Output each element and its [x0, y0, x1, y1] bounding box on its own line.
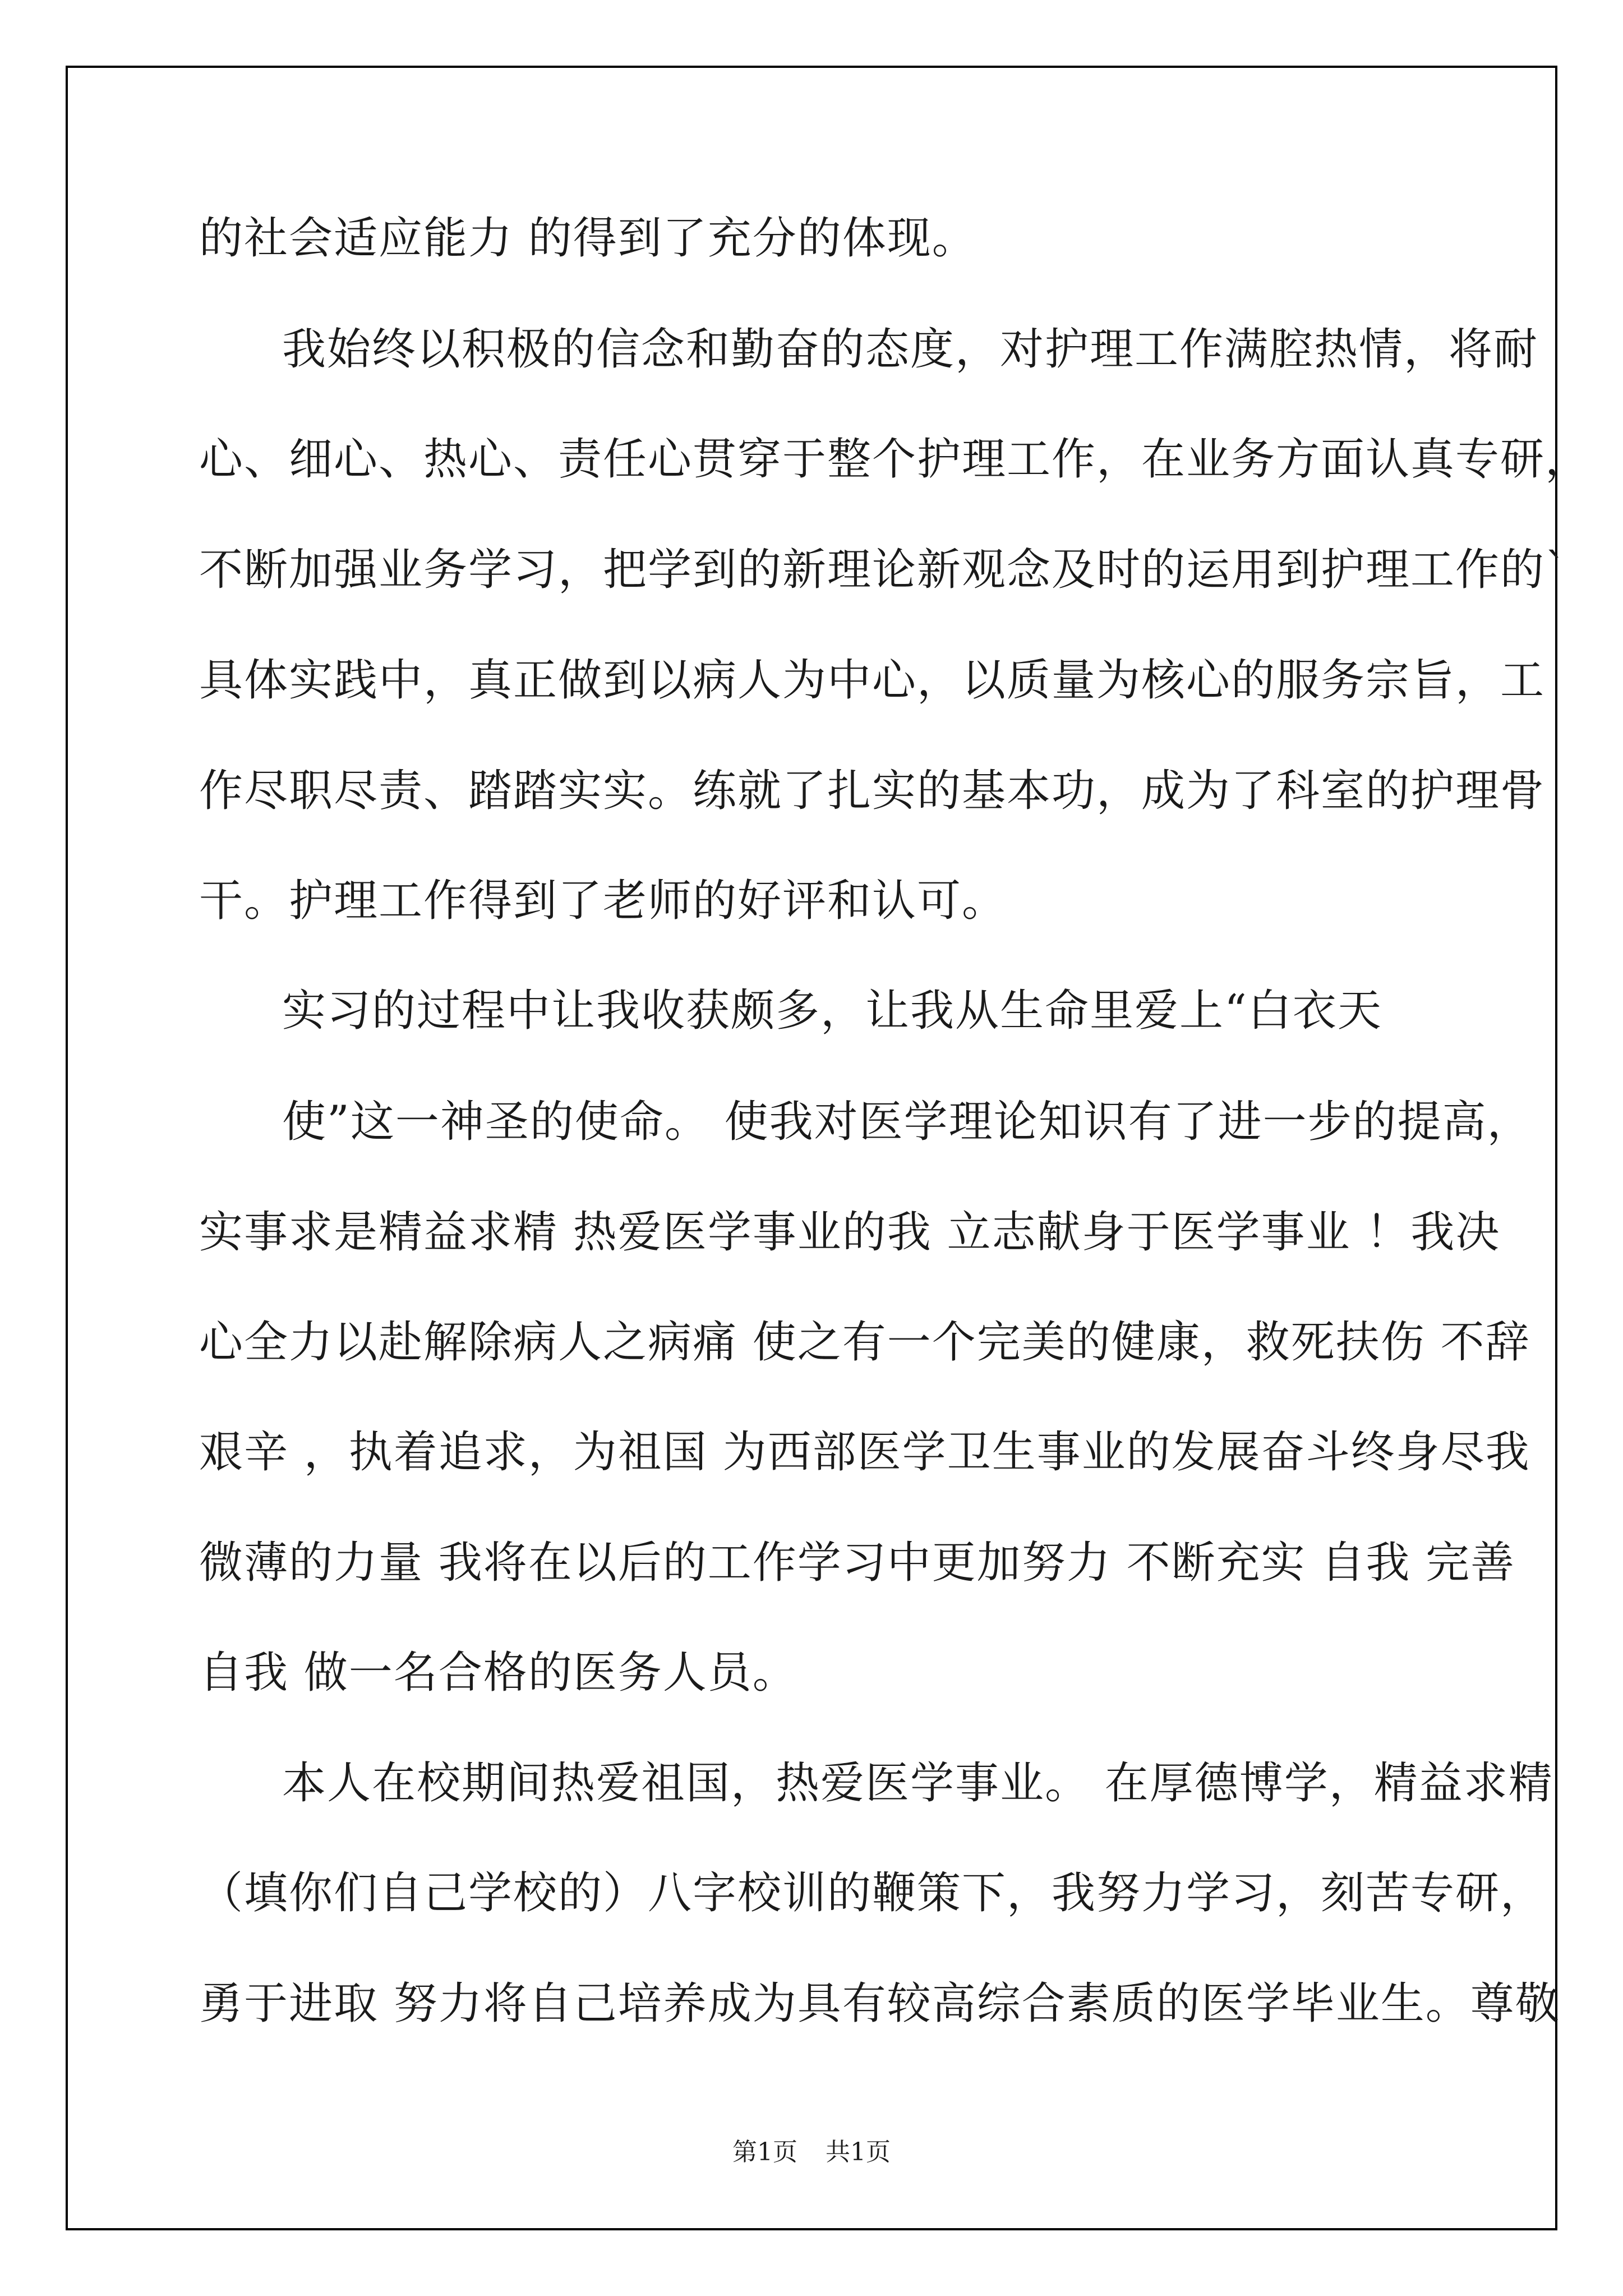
text-line: 心、细心、热心、责任心贯穿于整个护理工作，在业务方面认真专研，: [199, 434, 1590, 485]
text-line: 勇于进取 努力将自己培养成为具有较高综合素质的医学毕业生。尊敬: [199, 1978, 1560, 2029]
text-line: 艰辛 ，执着追求，为祖国 为西部医学卫生事业的发展奋斗终身尽我: [199, 1427, 1530, 1478]
text-line: 实事求是精益求精 热爱医学事业的我 立志献身于医学事业 ！我决: [199, 1207, 1501, 1258]
text-line: 使”这一神圣的使命。 使我对医学理论知识有了进一步的提高，: [282, 1097, 1532, 1147]
text-line: 自我 做一名合格的医务人员。: [199, 1648, 797, 1698]
text-line: 不断加强业务学习，把学到的新理论新观念及时的运用到护理工作的`: [199, 545, 1569, 595]
text-line: 具体实践中，真正做到以病人为中心，以质量为核心的服务宗旨，工: [199, 655, 1546, 706]
text-line: 微薄的力量 我将在以后的工作学习中更加努力 不断充实 自我 完善: [199, 1538, 1516, 1588]
text-line: 干。护理工作得到了老师的好评和认可。: [199, 876, 1007, 926]
text-line: 心全力以赴解除病人之病痛 使之有一个完美的健康，救死扶伤 不辞: [199, 1317, 1530, 1368]
text-line: 的社会适应能力 的得到了充分的体现。: [199, 213, 977, 264]
text-line: 作尽职尽责、踏踏实实。练就了扎实的基本功，成为了科室的护理骨: [199, 766, 1546, 816]
page-number: 第1页: [732, 2138, 797, 2166]
text-line: 我始终以积极的信念和勤奋的态度，对护理工作满腔热情，将耐: [282, 324, 1539, 375]
text-line: 本人在校期间热爱祖国，热爱医学事业。 在厚德博学，精益求精: [282, 1758, 1553, 1809]
text-line: （填你们自己学校的）八字校训的鞭策下，我努力学习，刻苦专研，: [199, 1868, 1546, 1918]
page-total: 共1页: [826, 2138, 891, 2166]
text-line: 实习的过程中让我收获颇多，让我从生命里爱上“白衣天: [282, 986, 1382, 1036]
page-footer: [0, 2132, 1623, 2168]
